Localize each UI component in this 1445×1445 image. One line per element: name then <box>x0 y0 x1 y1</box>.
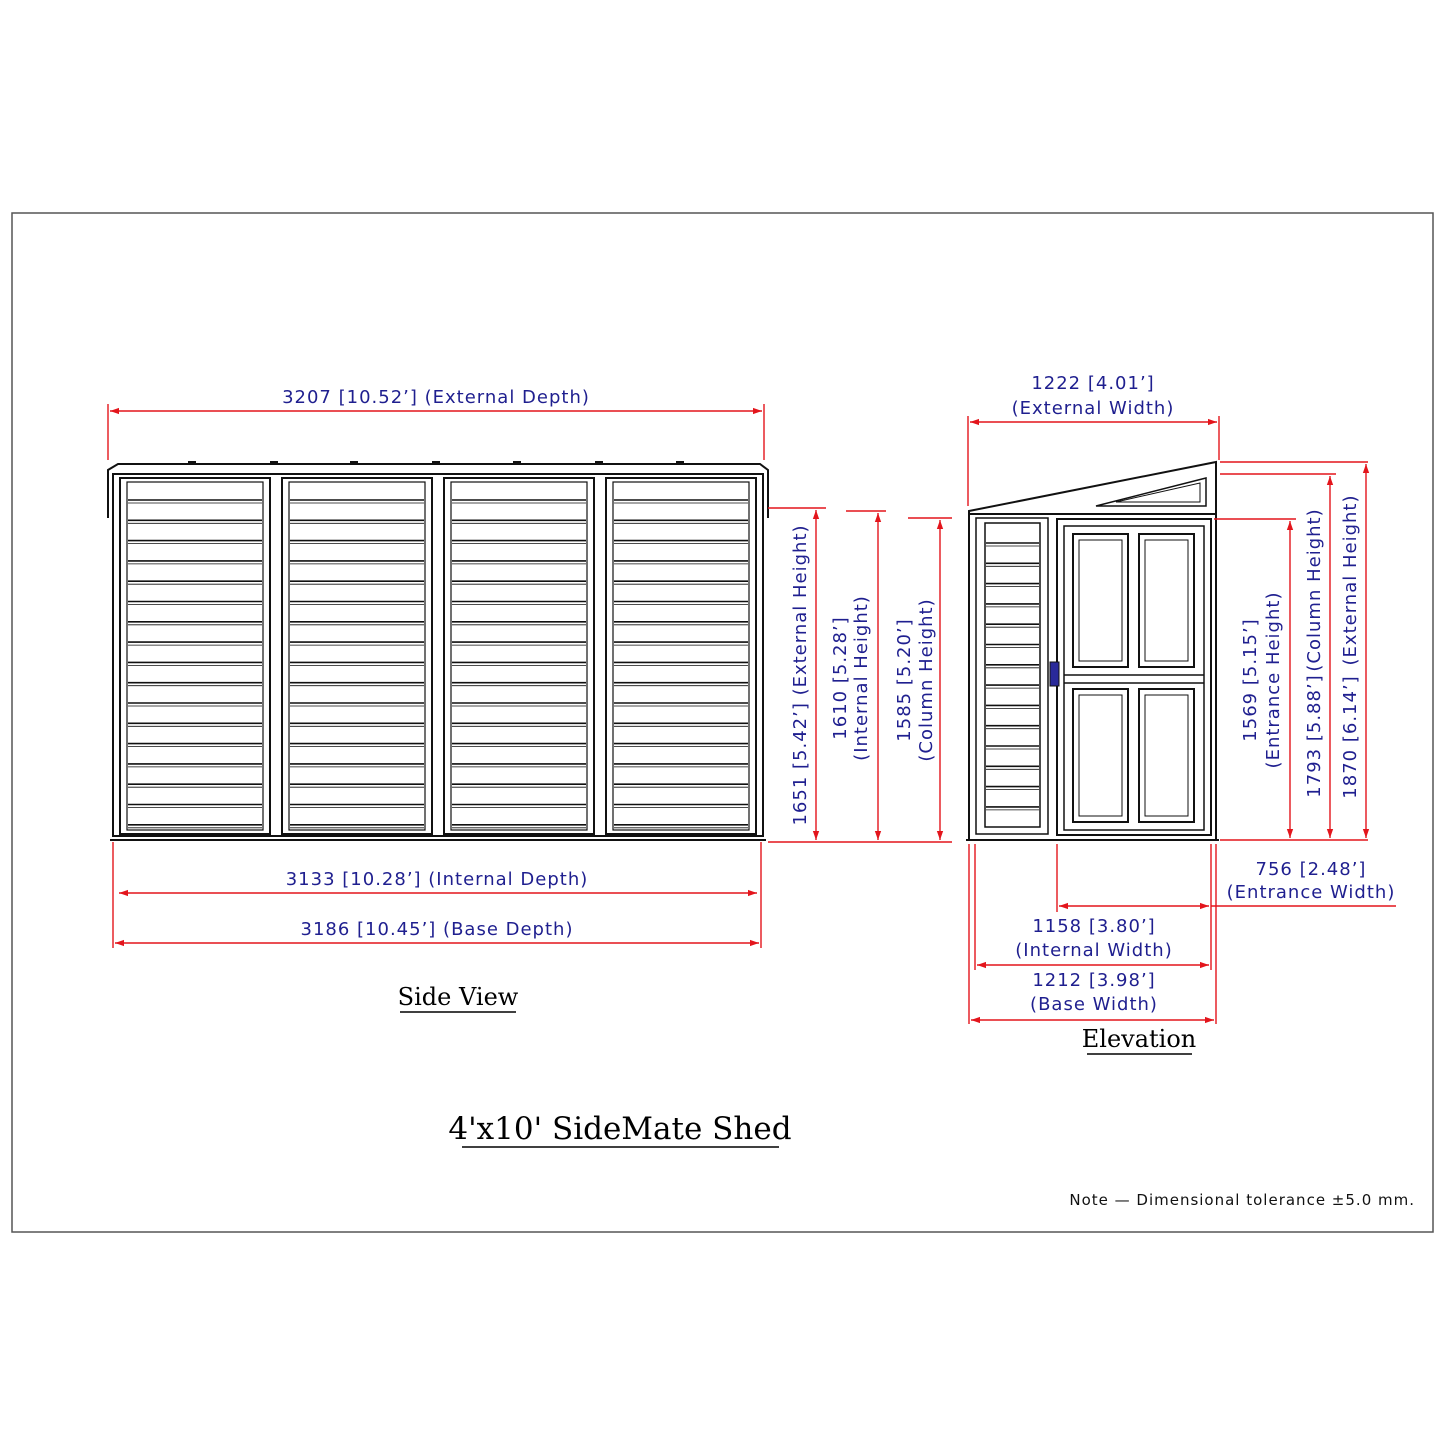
wall-panel-inner-4 <box>613 482 749 830</box>
entrance-width-label: (Entrance Width) <box>1226 882 1396 903</box>
side-view-wall-panels <box>120 478 756 834</box>
drawing-title: 4'x10' SideMate Shed <box>448 1111 792 1147</box>
elevation-roof-vent-inner <box>1116 483 1200 502</box>
door-panel-top-right-inner <box>1145 540 1188 661</box>
door-panel-top-right <box>1139 534 1194 667</box>
entrance-width-value: 756 [2.48’] <box>1255 859 1367 880</box>
side-view-drawing <box>108 461 768 840</box>
elevation-drawing <box>966 462 1219 840</box>
external-width-label: (External Width) <box>1011 398 1175 419</box>
internal-depth-label: 3133 [10.28’] (Internal Depth) <box>285 869 589 890</box>
column-height-label-elev: (Column Height) <box>1304 508 1325 672</box>
side-view-caption: Side View <box>397 983 519 1011</box>
internal-width-value: 1158 [3.80’] <box>1032 916 1156 937</box>
base-width-value: 1212 [3.98’] <box>1032 970 1156 991</box>
roof-cap-4 <box>432 461 440 465</box>
column-height-value: 1585 [5.20’] <box>894 618 915 742</box>
internal-height-value: 1610 [5.28’] <box>830 616 851 740</box>
elevation-side-slats <box>986 543 1039 810</box>
wall-panel-4 <box>606 478 756 834</box>
elevation-dimensions <box>968 373 1396 1024</box>
internal-width-label: (Internal Width) <box>1015 940 1173 961</box>
door-panel-top-left-inner <box>1079 540 1122 661</box>
side-view-dimensions <box>108 387 952 948</box>
side-view-body <box>113 474 763 836</box>
door-handle <box>1050 662 1059 686</box>
external-height-label-elev: (External Height) <box>1340 494 1361 666</box>
wall-panel-1 <box>120 478 270 834</box>
door-panel-bottom-left-inner <box>1079 695 1122 816</box>
entrance-height-label: (Entrance Height) <box>1263 591 1284 769</box>
door-panel-top-left <box>1073 534 1128 667</box>
external-height-label: 1651 [5.42’] (External Height) <box>790 524 811 826</box>
external-width-value: 1222 [4.01’] <box>1031 373 1155 394</box>
door-panel-bottom-right-inner <box>1145 695 1188 816</box>
side-view-roof-outline <box>108 464 768 518</box>
tolerance-note: Note — Dimensional tolerance ±5.0 mm. <box>1069 1191 1415 1209</box>
door-panel-bottom-left <box>1073 689 1128 822</box>
wall-panel-2 <box>282 478 432 834</box>
roof-cap-5 <box>513 461 521 465</box>
wall-panel-inner-3 <box>451 482 587 830</box>
external-height-value-elev: 1870 [6.14’] <box>1340 675 1361 799</box>
column-height-label: (Column Height) <box>916 598 937 762</box>
roof-cap-3 <box>350 461 358 465</box>
wall-panel-inner-1 <box>127 482 263 830</box>
roof-cap-1 <box>188 461 196 465</box>
external-depth-label: 3207 [10.52’] (External Depth) <box>282 387 590 408</box>
door-panel-bottom-right <box>1139 689 1194 822</box>
wall-panel-3 <box>444 478 594 834</box>
roof-cap-6 <box>595 461 603 465</box>
internal-height-label: (Internal Height) <box>851 595 872 761</box>
entrance-height-value: 1569 [5.15’] <box>1240 618 1261 742</box>
roof-cap-7 <box>676 461 684 465</box>
elevation-side-panel <box>985 523 1040 827</box>
base-width-label: (Base Width) <box>1030 994 1158 1015</box>
wall-panel-inner-2 <box>289 482 425 830</box>
roof-cap-2 <box>270 461 278 465</box>
elevation-caption: Elevation <box>1081 1025 1197 1053</box>
column-height-value-elev: 1793 [5.88’] <box>1304 674 1325 798</box>
base-depth-label: 3186 [10.45’] (Base Depth) <box>300 919 574 940</box>
door-leaf <box>1064 526 1204 830</box>
